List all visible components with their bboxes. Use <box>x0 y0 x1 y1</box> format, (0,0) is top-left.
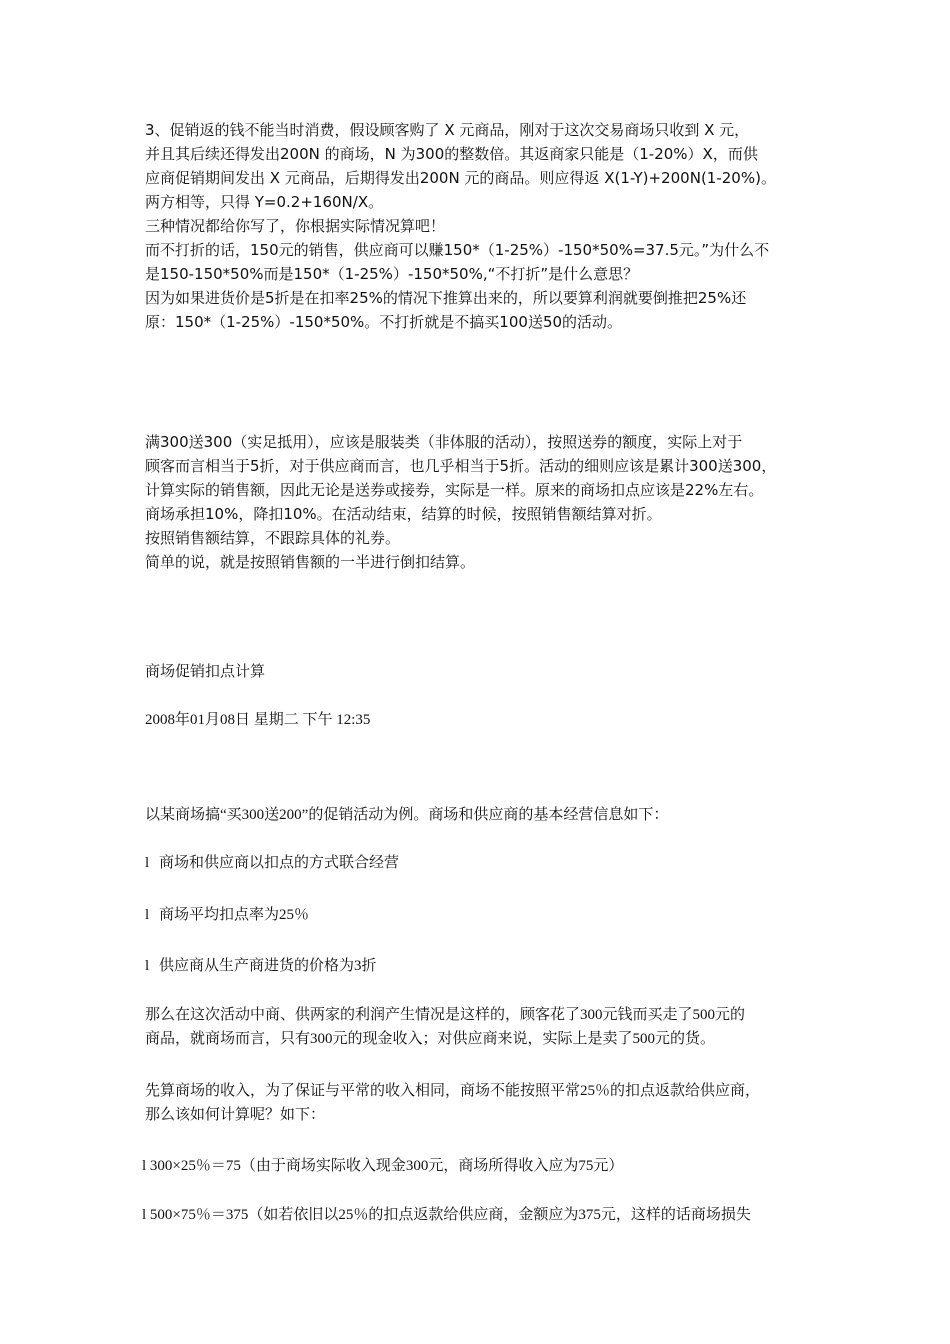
bullet-item <box>145 903 825 927</box>
calculation-line-1: l 300×25％＝75（由于商场实际收入现金300元，商场所得收入应为75元） <box>142 1158 624 1174</box>
text-line: 先算商场的收入，为了保证与平常的收入相同，商场不能按照平常25％的扣点返款给供应商， <box>145 1083 761 1099</box>
text-line: 那么该如何计算呢？如下： <box>145 1107 326 1123</box>
article-intro: 以某商场搞“买300送200”的促销活动为例。商场和供应商的基本经营信息如下： <box>145 807 669 823</box>
text-line: 原：150*（1-25%）-150*50%。不打折就是不搞买100送50的活动。 <box>145 313 623 331</box>
section-300-for-300 <box>145 430 825 574</box>
text-line: 计算实际的销售额，因此无论是送券或接券，实际是一样。原来的商场扣点应该是22%左右。 <box>145 481 764 499</box>
section-promo-explanation <box>145 118 825 334</box>
bullet-icon: l <box>145 855 150 871</box>
calculation-line-2: l 500×75％＝375（如若依旧以25％的扣点返款给供应商，金额应为375元，这样的话商场损失 <box>142 1207 751 1223</box>
text-line: 按照销售额结算，不跟踪具体的礼券。 <box>145 529 401 547</box>
text-line: 而不打折的话，150元的销售，供应商可以赚150*（1-25%）-150*50%=37.5元。”为什么不 <box>145 241 770 259</box>
bullet-text: 供应商从生产商进货的价格为3折 <box>159 958 377 974</box>
article-title: 商场促销扣点计算 <box>145 664 266 680</box>
paragraph-profit-situation <box>145 1003 825 1051</box>
text-line: 简单的说，就是按照销售额的一半进行倒扣结算。 <box>145 553 476 571</box>
text-line: 应商促销期间发出 X 元商品，后期得发出200N 元的商品。则应得返 X(1-Y)+200N(1-20%)。 <box>145 169 776 187</box>
text-line: 满300送300（实足抵用），应该是服装类（非体服的活动），按照送券的额度，实际上对于 <box>145 433 743 451</box>
text-line: 三种情况都给你写了，你根据实际情况算吧！ <box>145 217 446 235</box>
paragraph-mall-income <box>145 1079 825 1127</box>
text-line: 因为如果进货价是5折是在扣率25%的情况下推算出来的，所以要算利润就要倒推把25%还 <box>145 289 747 307</box>
text-line: 商场承担10%，降扣10%。在活动结束，结算的时候，按照销售额结算对折。 <box>145 505 662 523</box>
bullet-icon: l <box>145 958 150 974</box>
bullet-item <box>145 851 825 875</box>
bullet-item <box>145 954 825 978</box>
text-line: 顾客而言相当于5折，对于供应商而言，也几乎相当于5折。活动的细则应该是累计300送300， <box>145 457 777 475</box>
text-line: 并且其后续还得发出200N 的商场，N 为300的整数倍。其返商家只能是（1-20%）X，而供 <box>145 145 758 163</box>
text-line: 是150-150*50%而是150*（1-25%）-150*50%,“不打折”是什么意思？ <box>145 265 639 283</box>
text-line: 商品，就商场而言，只有300元的现金收入；对供应商来说，实际上是卖了500元的货。 <box>145 1031 716 1047</box>
bullet-icon: l <box>145 907 150 923</box>
text-line: 那么在这次活动中商、供两家的利润产生情况是这样的，顾客花了300元钱而买走了500元的 <box>145 1007 746 1023</box>
bullet-text: 商场平均扣点率为25％ <box>159 907 310 923</box>
article-date: 2008年01月08日 星期二 下午 12:35 <box>145 712 371 728</box>
text-line: 两方相等，只得 Y=0.2+160N/X。 <box>145 193 384 211</box>
bullet-text: 商场和供应商以扣点的方式联合经营 <box>159 855 400 871</box>
text-line: 3、促销返的钱不能当时消费，假设顾客购了 X 元商品，刚对于这次交易商场只收到 X 元， <box>145 121 750 139</box>
